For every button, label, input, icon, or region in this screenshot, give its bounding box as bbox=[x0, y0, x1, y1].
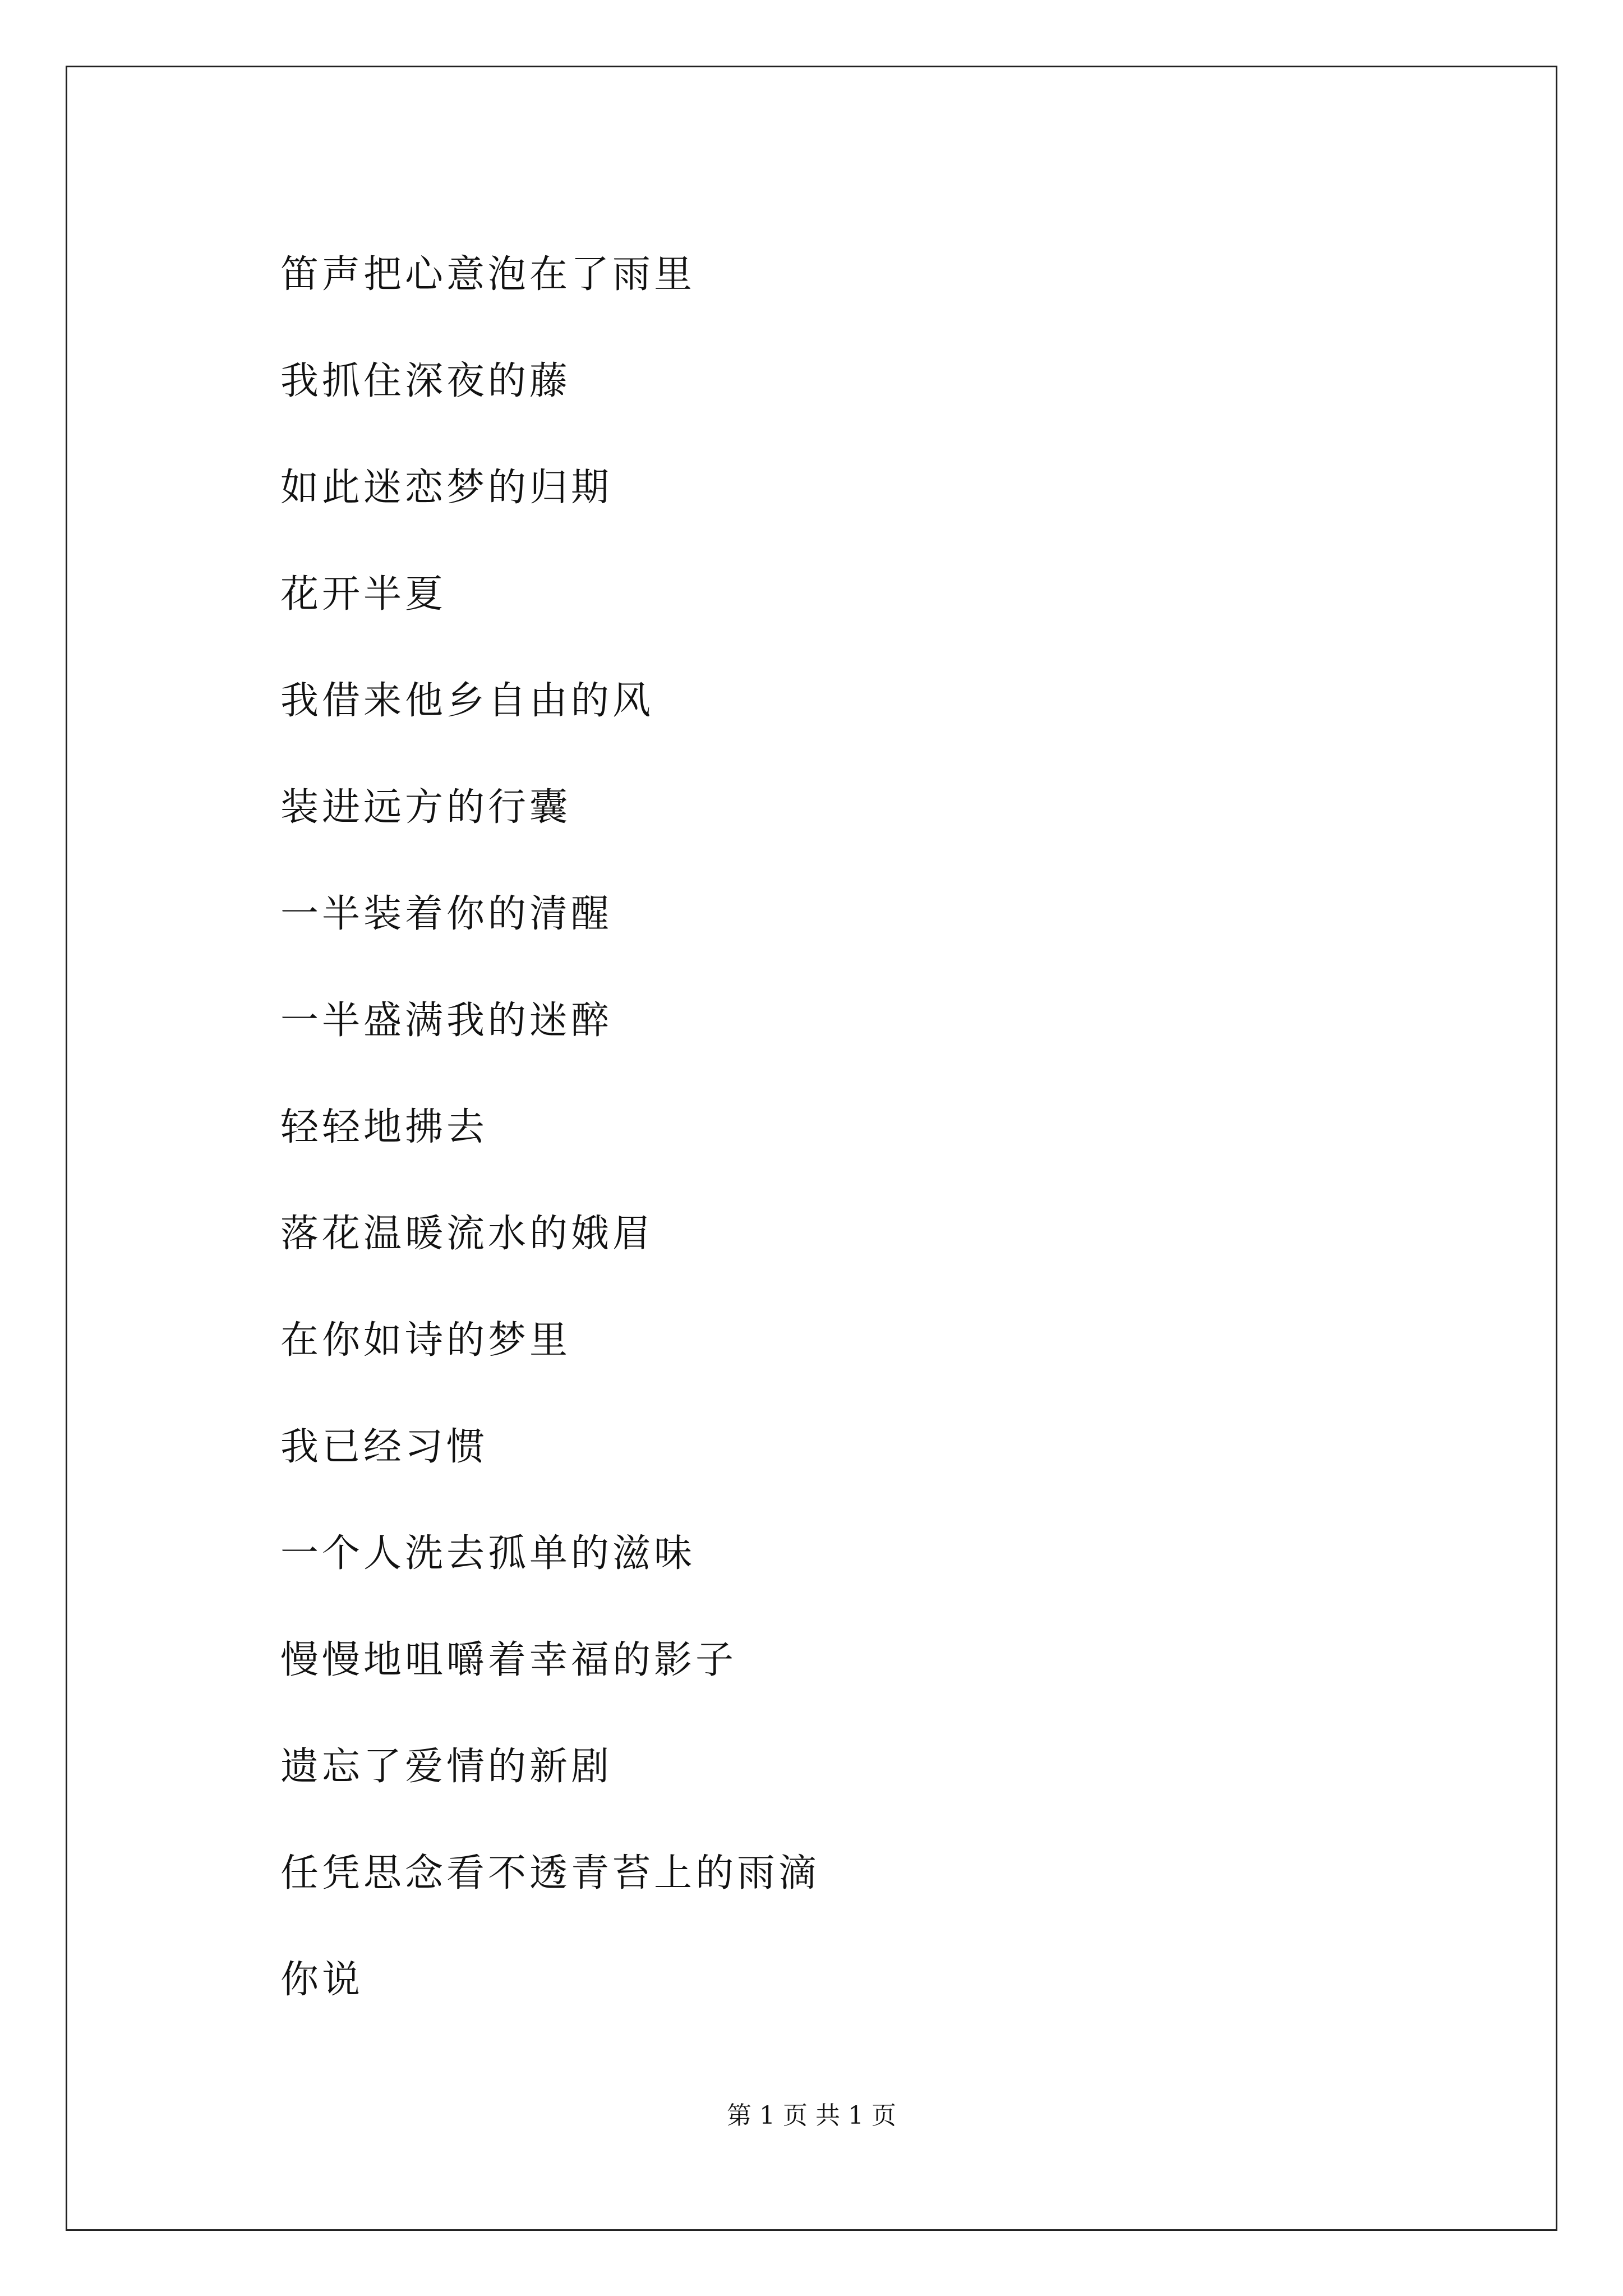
poem-line: 一半装着你的清醒 bbox=[280, 892, 613, 936]
poem-line: 我借来他乡自由的风 bbox=[280, 679, 654, 723]
poem-line: 你说 bbox=[280, 1958, 364, 2002]
poem-line: 遗忘了爱情的新剧 bbox=[280, 1745, 613, 1789]
poem-line: 慢慢地咀嚼着幸福的影子 bbox=[280, 1638, 737, 1682]
poem-line: 轻轻地拂去 bbox=[280, 1105, 488, 1149]
poem-line: 我抓住深夜的藤 bbox=[280, 359, 571, 403]
poem-text bbox=[280, 222, 820, 2033]
poem-line: 一半盛满我的迷醉 bbox=[280, 999, 613, 1043]
poem-line: 笛声把心意泡在了雨里 bbox=[280, 252, 696, 297]
poem-line: 花开半夏 bbox=[280, 572, 447, 616]
poem-line: 一个人洗去孤单的滋味 bbox=[280, 1531, 696, 1576]
page-number-footer: 第 1 页 共 1 页 bbox=[727, 2101, 896, 2130]
poem-line: 任凭思念看不透青苔上的雨滴 bbox=[280, 1851, 820, 1895]
poem-line: 落花温暖流水的娥眉 bbox=[280, 1212, 654, 1256]
poem-line: 装进远方的行囊 bbox=[280, 785, 571, 830]
poem-line: 如此迷恋梦的归期 bbox=[280, 466, 613, 510]
poem-line: 我已经习惯 bbox=[280, 1425, 488, 1469]
poem-line: 在你如诗的梦里 bbox=[280, 1318, 571, 1363]
